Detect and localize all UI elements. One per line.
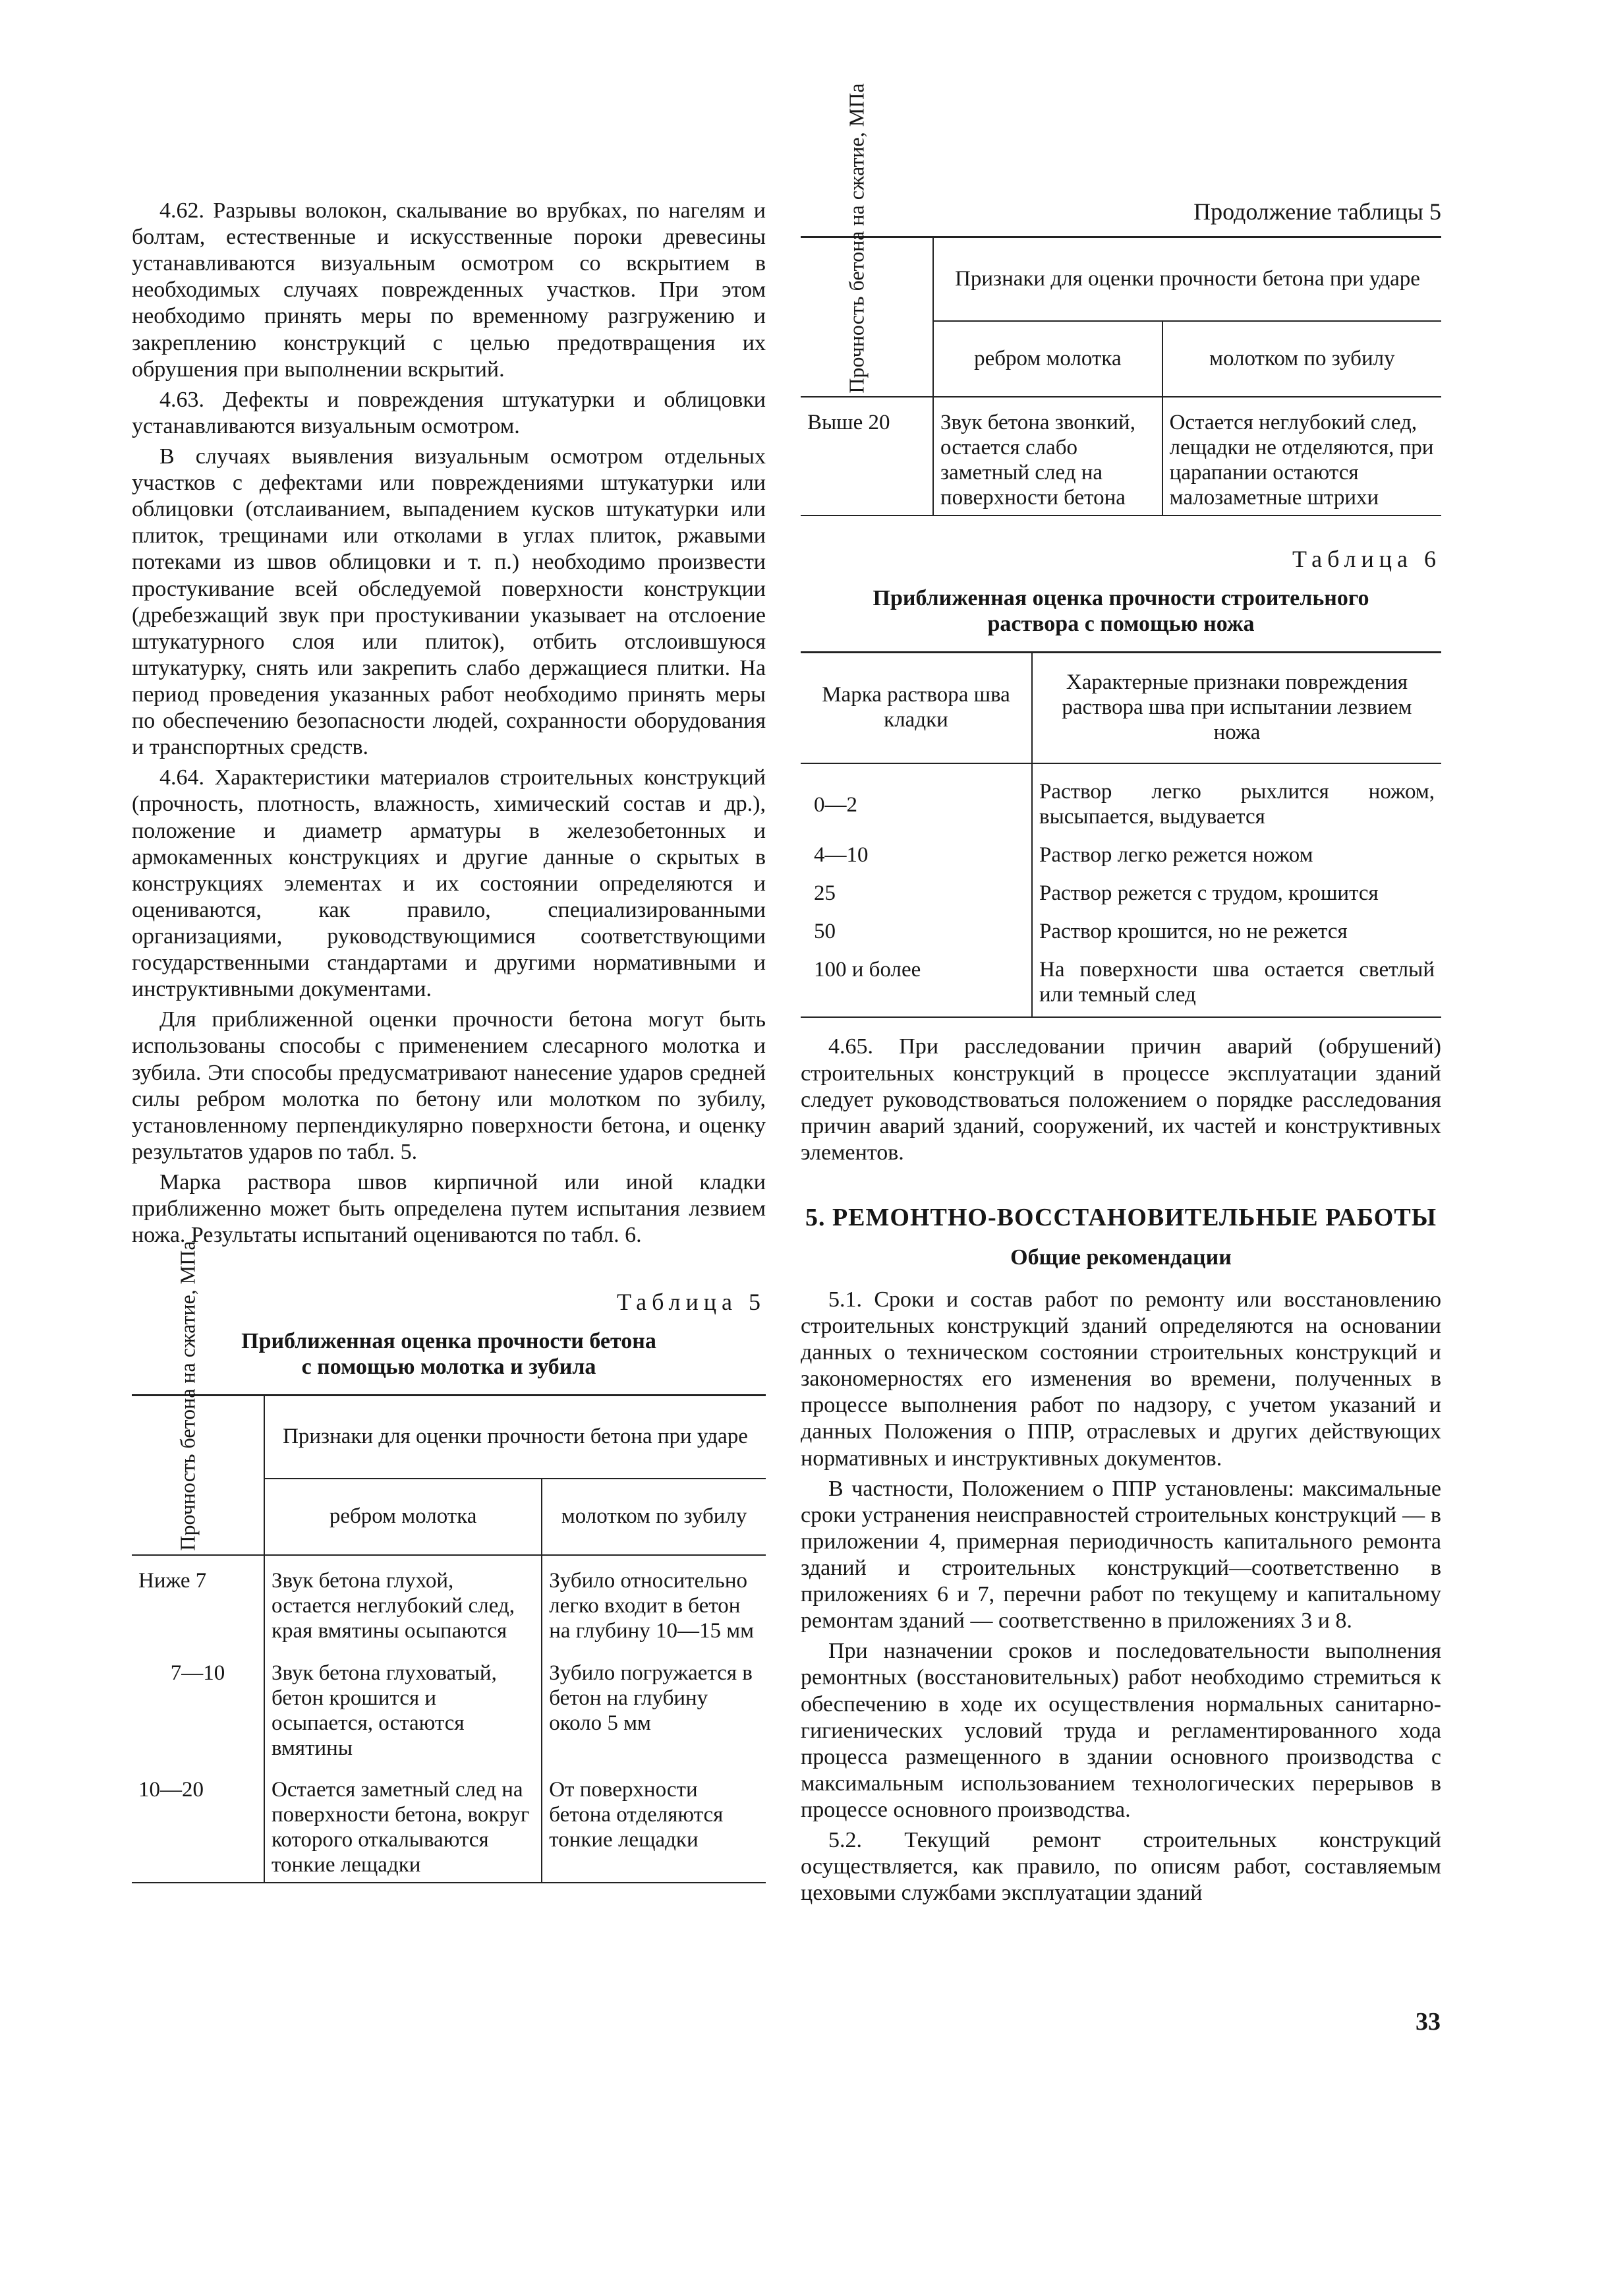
paragraph-plaster-inspection: В случаях выявления визуальным осмотром отдельных участков с дефектами или повреждениями штукатурки или облицовки (отслаиванием, выпадением кусков штукатурки или плиток, трещинами или отколами в углах плиток, ржавыми потеками из швов облицовки и т. п.) необходимо произвести простукивание всей обследуемой поверхности конструкции (дребезжащий звук при простукивании указывает на отслоение штукатурного слоя или плиток), отбить отслоившуюся штукатурку, снять или закрепить слабо держащиеся плитки. На период проведения указанных работ необходимо принять меры по обеспечению безопасности людей, сохранности оборудования и транспортных средств. bbox=[132, 444, 766, 760]
paragraph-4-62: 4.62. Разрывы волокон, скалывание во врубках, по нагелям и болтам, естественные и искусственные пороки древесины устанавливаются визуальным осмотром со вскрытием в необходимых случаях поврежденных участков. При этом необходимо принять меры по временному разгружению и закреплению конструкций с целью предотвращения их обрушения при выполнении вскрытий. bbox=[132, 198, 766, 382]
table5-hammer-edge-cell: Остается заметный след на поверхности бетона, вокруг которого откалываются тонкие лещадки bbox=[264, 1765, 542, 1883]
table5-hammer-chisel-cell: Зубило погружается в бетон на глубину около 5 мм bbox=[549, 1661, 753, 1735]
table-row bbox=[801, 910, 1441, 949]
table6-caption-line1: Приближенная оценка прочности строительного bbox=[873, 585, 1369, 610]
paragraph-5-1: 5.1. Сроки и состав работ по ремонту или восстановлению строительных конструкций зданий определяются на основании данных о техническом состоянии строительных конструкций и закономерностях его изменения во времени, полученных в процессе выполнения работ по надзору, с учетом указаний и данных Положения о ППР, отраслевых и других действующих нормативных и инструктивных документов. bbox=[801, 1287, 1441, 1471]
table6-sign-cell: Раствор легко режется ножом bbox=[1039, 842, 1313, 867]
left-column bbox=[132, 198, 766, 1883]
table-row bbox=[801, 872, 1441, 910]
table5-strength-cell: 10—20 bbox=[132, 1765, 264, 1883]
table5-col-hammer-edge: ребром молотка bbox=[933, 321, 1162, 397]
table6-grade-cell: 25 bbox=[801, 872, 1032, 910]
table5-col-group: Признаки для оценки прочности бетона при ударе bbox=[264, 1395, 766, 1479]
table5-label: Таблица 5 bbox=[617, 1289, 766, 1316]
table6-grade-cell: 100 и более bbox=[801, 949, 1032, 1018]
paragraph-4-65: 4.65. При расследовании причин аварий (обрушений) строительных конструкций в процессе эксплуатации зданий следует руководствоваться положением о порядке расследования причин аварий зданий, сооружений, их частей и конструктивных элементов. bbox=[801, 1034, 1441, 1165]
table5-strength-cell: 7—10 bbox=[132, 1648, 264, 1765]
table6-sign-cell: Раствор легко рыхлится ножом, высыпается, выдувается bbox=[1039, 779, 1435, 829]
table5-col-hammer-chisel: молотком по зубилу bbox=[1162, 321, 1441, 397]
table6-grade-cell: 0—2 bbox=[801, 763, 1032, 834]
table6-header-row bbox=[801, 652, 1441, 763]
table5-strength-cell: Ниже 7 bbox=[132, 1555, 264, 1648]
table5-hammer-edge-cell: Звук бетона звонкий, остается слабо заметный след на поверхности бетона bbox=[933, 397, 1162, 515]
paragraph-5-2: 5.2. Текущий ремонт строительных конструкций осуществляется, как правило, по описям работ, составляемым цеховыми службами эксплуатации зданий bbox=[801, 1828, 1441, 1906]
table6-col-grade: Марка раствора шва кладки bbox=[801, 652, 1032, 763]
table-row bbox=[801, 949, 1441, 1018]
page-number: 33 bbox=[1416, 2008, 1441, 2036]
table5-caption-line1: Приближенная оценка прочности бетона bbox=[241, 1328, 656, 1353]
paragraph-ppr-terms: В частности, Положением о ППР установлены: максимальные сроки устранения неисправностей строительных конструкций — в приложении 4, примерная периодичность капитального ремонта зданий и строительных конструкций—соответственно в приложениях 6 и 7, перечни работ по текущему и капитальному ремонтам зданий — соответственно в приложениях 3 и 8. bbox=[801, 1476, 1441, 1634]
table6 bbox=[801, 651, 1441, 1018]
paragraph-4-64: 4.64. Характеристики материалов строительных конструкций (прочность, плотность, влажность, химический состав и др.), положение и диаметр арматуры в железобетонных и армокаменных конструкциях и другие данные о скрытых в конструкциях элементах и их состоянии определяются и оцениваются, как правило, специализированными организациями, руководствующимися соответствующими государственными стандартами и другими нормативными и инструктивными документами. bbox=[132, 765, 766, 1002]
table6-sign-cell: Раствор режется с трудом, крошится bbox=[1039, 881, 1379, 905]
table5-hammer-edge-cell: Звук бетона глуховатый, бетон крошится и осыпается, остаются вмятины bbox=[264, 1648, 542, 1765]
table5-hammer-chisel-cell: От поверхности бетона отделяются тонкие лещадки bbox=[549, 1778, 724, 1852]
table5-col-hammer-edge: ребром молотка bbox=[264, 1479, 542, 1555]
paragraph-mortar-grade: Марка раствора швов кирпичной или иной кладки приближенно может быть определена путем испытания лезвием ножа. Результаты испытаний оцениваются по табл. 6. bbox=[132, 1169, 766, 1248]
table5-cont-header-row bbox=[801, 237, 1441, 321]
table5-hammer-chisel-cell: Остается неглубокий след, лещадки не отделяются, при царапании остаются малозаметные штрихи bbox=[1169, 411, 1434, 510]
table-row bbox=[132, 1555, 766, 1648]
paragraph-repair-scheduling: При назначении сроков и последовательности выполнения ремонтных (восстановительных) работ необходимо стремиться к обеспечению в ходе их осуществления нормальных санитарно-гигиенических условий труда и регламентированного хода процесса размещенного в здании основного производства с максимальным использованием технологических перерывов в процессе основного производства. bbox=[801, 1639, 1441, 1822]
table6-grade-cell: 4—10 bbox=[801, 834, 1032, 872]
table-row bbox=[132, 1765, 766, 1883]
table5-col-hammer-chisel: молотком по зубилу bbox=[542, 1479, 766, 1555]
paragraph-4-63: 4.63. Дефекты и повреждения штукатурки и облицовки устанавливаются визуальным осмотром. bbox=[132, 387, 766, 438]
table5-hammer-edge-cell: Звук бетона глухой, остается неглубокий след, края вмятины осыпаются bbox=[264, 1555, 542, 1648]
table6-grade-cell: 50 bbox=[801, 910, 1032, 949]
table5-col-strength: Прочность бетона на сжатие, МПа bbox=[801, 237, 933, 397]
table-row bbox=[801, 763, 1441, 834]
table5-caption-line2: с помощью молотка и зубила bbox=[301, 1354, 596, 1379]
table5-col-strength: Прочность бетона на сжатие, МПа bbox=[132, 1395, 264, 1555]
table6-sign-cell: Раствор крошится, но не режется bbox=[1039, 919, 1348, 943]
table-row bbox=[132, 1648, 766, 1765]
subsection-title: Общие рекомендации bbox=[1010, 1245, 1232, 1270]
section-title: 5. РЕМОНТНО-ВОССТАНОВИТЕЛЬНЫЕ РАБОТЫ bbox=[805, 1203, 1437, 1231]
paragraph-concrete-strength: Для приближенной оценки прочности бетона могут быть использованы способы с применением слесарного молотка и зубила. Эти способы предусматривают нанесение ударов средней силы ребром молотка по бетону или молотком по зубилу, установленному перпендикулярно поверхности бетона, и оценку результатов ударов по табл. 5. bbox=[132, 1007, 766, 1164]
table6-caption bbox=[801, 585, 1441, 637]
table5-col-group: Признаки для оценки прочности бетона при ударе bbox=[933, 237, 1441, 321]
table-row bbox=[801, 834, 1441, 872]
table6-caption-line2: раствора с помощью ножа bbox=[987, 611, 1255, 636]
table6-col-signs: Характерные признаки повреждения раствора шва при испытании лезвием ножа bbox=[1032, 652, 1441, 763]
table-row bbox=[801, 397, 1441, 515]
table5-strength-cell: Выше 20 bbox=[801, 397, 933, 515]
table6-label: Таблица 6 bbox=[1292, 546, 1441, 573]
table6-sign-cell: На поверхности шва остается светлый или темный след bbox=[1039, 957, 1435, 1007]
table5-hammer-chisel-cell: Зубило относительно легко входит в бетон на глубину 10—15 мм bbox=[549, 1568, 755, 1643]
table5-caption bbox=[132, 1328, 766, 1380]
table5-continue-label: Продолжение таблицы 5 bbox=[1193, 198, 1441, 225]
right-column bbox=[801, 83, 1441, 1910]
table5-header-row bbox=[132, 1395, 766, 1479]
